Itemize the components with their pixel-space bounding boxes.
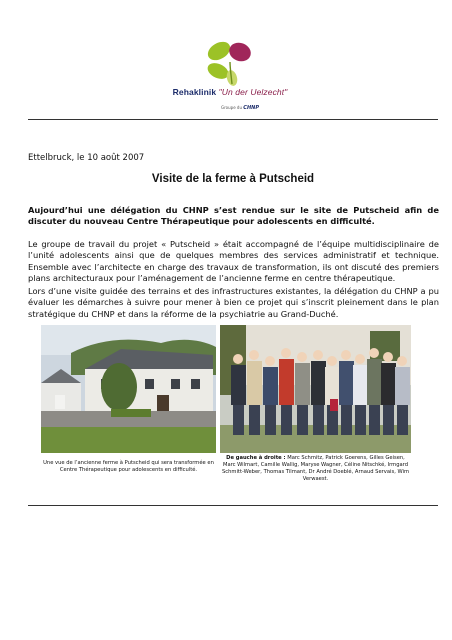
brand-sub: "Un der Uelzecht" [218,87,288,97]
farm-photo [41,325,216,453]
intro-paragraph: Aujourd’hui une délégation du CHNP s’est rendue sur le site de Putscheid afin de discuter du nouveau Centre Thérapeutique pour adolescents en difficulté. [28,205,439,227]
group-prefix: Groupe du [221,105,242,110]
farm-photo-image [41,325,216,453]
header-divider [28,119,438,120]
caption-label: De gauche à droite : [226,455,286,461]
caption-names: Marc Schmitz, Patrick Goerens, Gilles Geisen, Marc Wilmart, Camille Wallig, Maryse Wagner, Céline Nitschké, Irmgard Schmitt-Weber, Thomas Tilmant, Dr André Doeblé, Arnaud Servais, Wim Verwaest. [222,455,409,483]
body-paragraph-2: Le groupe de travail du projet « Putscheid » était accompagné de l’équipe multidisciplinaire de l’unité adolescents ainsi que de quelques membres des services administratif et technique. Ensemble avec l’architecte en charge des travaux de transformation, ils ont discuté des premiers plans architecturaux pour l’aménagement de l’ancienne ferme en centre thérapeutique. [28,239,439,284]
brand-name [160,87,300,97]
brand-main: Rehaklinik [172,87,217,97]
footer-divider [28,505,438,506]
group-photo [220,325,411,453]
leaf-logo-icon [204,38,256,88]
group-line [200,105,280,111]
body-paragraph-3: Lors d’une visite guidée des terrains et des infrastructures existantes, la délégation du CHNP a pu évaluer les démarches à suivre pour mener à bien ce projet qui s’inscrit pleinement dans le plan stratégique du CHNP et dans la réforme de la psychiatrie au Grand-Duché. [28,286,439,319]
group-photo-caption [220,455,411,483]
group-logo-text: CHNP [243,105,259,111]
clinic-logo [160,38,300,118]
page-title: Visite de la ferme à Putscheid [151,173,315,185]
group-photo-image [220,325,411,453]
dateline: Ettelbruck, le 10 août 2007 [28,153,145,163]
farm-photo-caption: Une vue de l’ancienne ferme à Putscheid qui sera transformée en Centre Thérapeutique pour adolescents en difficulté. [43,460,214,474]
